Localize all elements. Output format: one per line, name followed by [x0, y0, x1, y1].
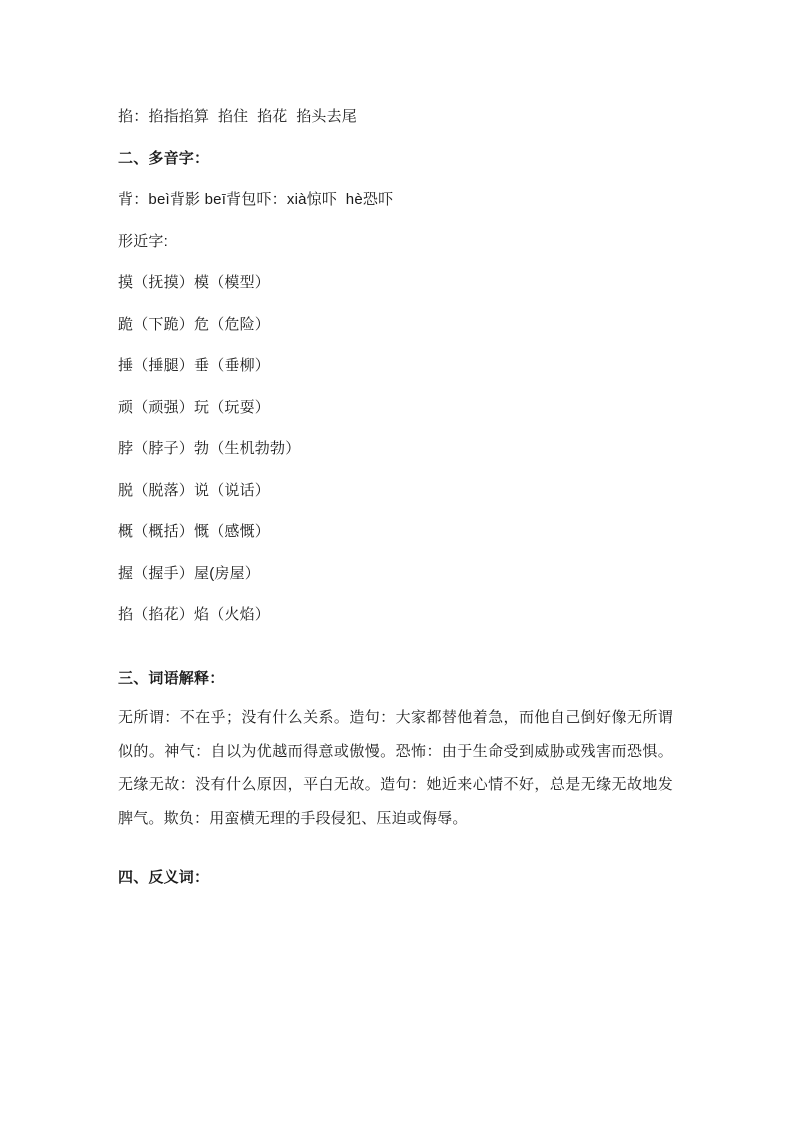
document-body [118, 96, 673, 899]
line-similar-qia-yan: 掐（掐花）焰（火焰） [118, 606, 271, 623]
line-similar-wan-wan: 顽（顽强）玩（玩耍） [118, 398, 271, 416]
line-polyphonic-bei-xia: 背：beì背影 beī背包吓：xià惊吓 hè恐吓 [118, 191, 394, 208]
heading-polyphonic-characters: 二、多音字： [118, 149, 210, 167]
line-similar-tuo-shuo: 脱（脱落）说（说话） [118, 481, 271, 499]
line-similar-characters-label: 形近字: [118, 232, 168, 250]
line-similar-chui-chui: 捶（捶腿）垂（垂柳） [118, 357, 271, 374]
heading-word-explanations: 三、词语解释： [118, 669, 225, 687]
line-similar-gai-kai: 概（概括）慨（感慨） [118, 523, 271, 540]
heading-antonyms: 四、反义词： [118, 869, 210, 886]
line-similar-gui-wei: 跪（下跪）危（危险） [118, 315, 271, 333]
line-tao-word-group: 掐：掐指掐算 掐住 掐花 掐头去尾 [118, 108, 358, 125]
line-similar-mo-mo: 摸（抚摸）模（模型） [118, 274, 271, 291]
para-word-explanations-body: 无所谓：不在乎；没有什么关系。造句：大家都替他着急，而他自己倒好像无所谓似的。神气：自以为优越而得意或傲慢。恐怖：由于生命受到威胁或残害而恐惧。无缘无故：没有什么原因，平白无故。造句：她近来心情不好，总是无缘无故地发脾气。欺负：用蛮横无理的手段侵犯、压迫或侮辱。 [118, 709, 673, 827]
line-similar-wo-wu: 握（握手）屋(房屋） [118, 564, 260, 582]
line-similar-bo-bo: 脖（脖子）勃（生机勃勃） [118, 440, 301, 457]
